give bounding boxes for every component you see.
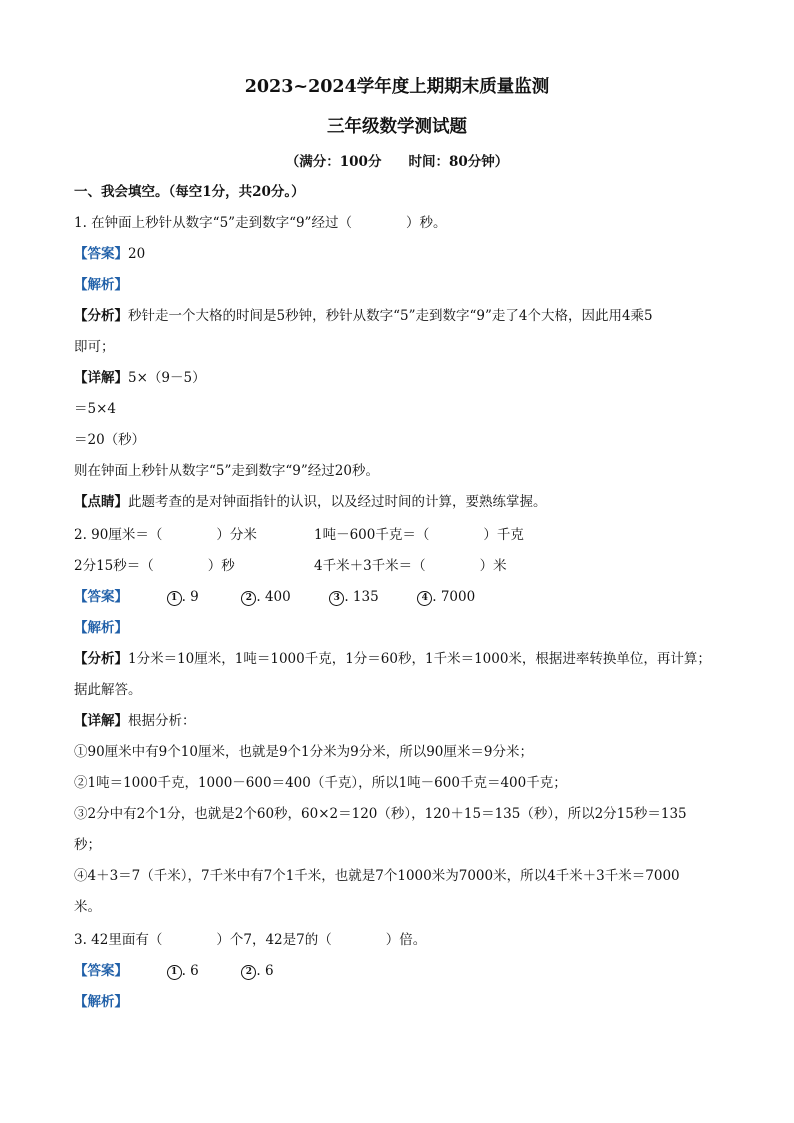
- dianjing-tag: 【点睛】: [74, 494, 128, 510]
- q2-detail-line: ④4＋3＝7（千米），7千米中有7个1千米，也就是7个1000米为7000米，所以4千米＋3千米＝7000: [74, 868, 680, 884]
- q2-fenxi: [74, 650, 711, 668]
- circled-number: 2: [241, 965, 256, 980]
- answer-tag: 【答案】: [74, 589, 128, 605]
- detail-text: 根据分析：: [128, 713, 196, 729]
- circled-number: 1: [167, 591, 182, 606]
- answer-tag: 【答案】: [74, 963, 128, 979]
- q2-fenxi-cont: 据此解答。: [74, 682, 142, 698]
- fenxi-tag: 【分析】: [74, 651, 128, 667]
- dianjing-text: 此题考查的是对钟面指针的认识，以及经过时间的计算，要熟练掌握。: [128, 494, 547, 510]
- q2-detail-line: ②1吨＝1000千克，1000－600＝400（千克），所以1吨－600千克＝400千克；: [74, 775, 567, 791]
- exam-info: （满分：100分 时间：80分钟）: [285, 154, 509, 170]
- q2-row2-left: 2分15秒＝（ ）秒: [74, 558, 235, 574]
- analysis-tag: 【解析】: [74, 994, 128, 1010]
- q2-detail-line: ①90厘米中有9个10厘米，也就是9个1分米为9分米，所以90厘米＝9分米；: [74, 744, 533, 760]
- analysis-tag: 【解析】: [74, 277, 128, 293]
- q2-row2-right: 4千米＋3千米＝（ ）米: [314, 558, 507, 574]
- fenxi-text: 秒针走一个大格的时间是5秒钟，秒针从数字“5”走到数字“9”走了4个大格，因此用4乘5: [128, 308, 653, 324]
- q2-row1-right: 1吨－600千克＝（ ）千克: [314, 527, 524, 543]
- fenxi-text: 1分米＝10厘米，1吨＝1000千克，1分＝60秒，1千米＝1000米，根据进率转换单位，再计算；: [128, 651, 711, 667]
- circled-number: 3: [329, 591, 344, 606]
- detail-tag: 【详解】: [74, 713, 128, 729]
- q1-fenxi-cont: 即可；: [74, 339, 115, 355]
- section-heading: 一、我会填空。（每空1分，共20分。）: [74, 184, 305, 200]
- answer-value: . 135: [344, 589, 379, 605]
- q1-detail: [74, 369, 206, 387]
- q2-analysis-tag: [74, 619, 128, 637]
- analysis-tag: 【解析】: [74, 620, 128, 636]
- detail-tag: 【详解】: [74, 370, 128, 386]
- q2-detail-line: 秒；: [74, 837, 101, 853]
- answer-value: . 400: [256, 589, 291, 605]
- circled-number: 4: [417, 591, 432, 606]
- q2-answer: [74, 588, 475, 606]
- answer-value: . 7000: [432, 589, 476, 605]
- q1-fenxi: [74, 307, 653, 325]
- q2-detail-line: 米。: [74, 899, 101, 915]
- answer-value: . 9: [181, 589, 199, 605]
- answer-value: . 6: [256, 963, 274, 979]
- q2-row1-left: 2. 90厘米＝（ ）分米: [74, 527, 257, 543]
- q1-answer: [74, 245, 145, 263]
- answer-tag: 【答案】: [74, 246, 128, 262]
- circled-number: 1: [167, 965, 182, 980]
- q1-detail-step3: ＝20（秒）: [74, 432, 146, 448]
- q1-conclusion: 则在钟面上秒针从数字“5”走到数字“9”经过20秒。: [74, 463, 379, 479]
- exam-title: 2023~2024学年度上期期末质量监测: [244, 77, 550, 97]
- q1-stem: 1. 在钟面上秒针从数字“5”走到数字“9”经过（ ）秒。: [74, 215, 447, 231]
- fenxi-tag: 【分析】: [74, 308, 128, 324]
- detail-text: 5×（9－5）: [128, 370, 206, 386]
- answer-value: 20: [128, 246, 146, 262]
- circled-number: 2: [241, 591, 256, 606]
- q3-stem: 3. 42里面有（ ）个7，42是7的（ ）倍。: [74, 932, 427, 948]
- exam-subject: 三年级数学测试题: [327, 117, 467, 137]
- q2-detail-line: ③2分中有2个1分，也就是2个60秒，60×2＝120（秒），120＋15＝135（秒），所以2分15秒＝135: [74, 806, 687, 822]
- q1-detail-step2: ＝5×4: [74, 401, 116, 417]
- q3-answer: [74, 962, 274, 980]
- q1-dianjing: [74, 493, 547, 511]
- q3-analysis-tag: [74, 993, 128, 1011]
- q2-detail: [74, 712, 196, 730]
- answer-value: . 6: [181, 963, 199, 979]
- q1-analysis-tag: [74, 276, 128, 294]
